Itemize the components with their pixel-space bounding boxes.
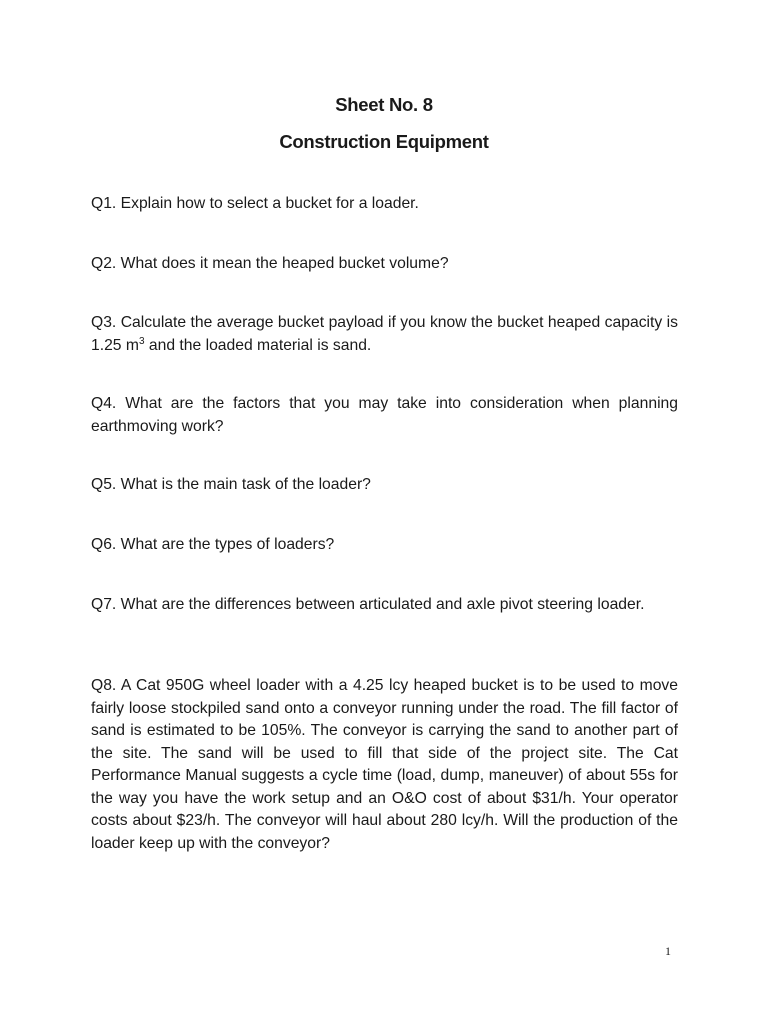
question-3 [91,312,678,357]
question-5: Q5. What is the main task of the loader? [91,476,371,493]
question-1: Q1. Explain how to select a bucket for a loader. [91,195,419,212]
question-8: Q8. A Cat 950G wheel loader with a 4.25 lcy heaped bucket is to be used to move fairly loose stockpiled sand onto a conveyor running under the road. The fill factor of sand is estimated to be 105%. The conveyor is carrying the sand to another part of the site. The sand will be used to fill that side of the project site. The Cat Performance Manual suggests a cycle time (load, dump, maneuver) of about 55s for the way you have the work setup and an O&O cost of about $31/h. Your operator costs about $23/h. The conveyor will haul about 280 lcy/h. Will the production of the loader keep up with the conveyor? [91,677,678,852]
question-3-text: Q3. Calculate the average bucket payload if you know the bucket heaped capacity is 1.25 m [91,314,678,354]
question-3-text-end: and the loaded material is sand. [144,336,372,354]
page-number: 1 [665,944,671,958]
sheet-subtitle: Construction Equipment [279,131,489,152]
question-3-superscript: 3 [138,335,145,347]
question-2: Q2. What does it mean the heaped bucket volume? [91,255,449,272]
question-7: Q7. What are the differences between articulated and axle pivot steering loader. [91,596,645,613]
sheet-title: Sheet No. 8 [335,94,433,115]
question-4: Q4. What are the factors that you may take into consideration when planning earthmoving work? [91,395,678,435]
question-6: Q6. What are the types of loaders? [91,536,335,553]
